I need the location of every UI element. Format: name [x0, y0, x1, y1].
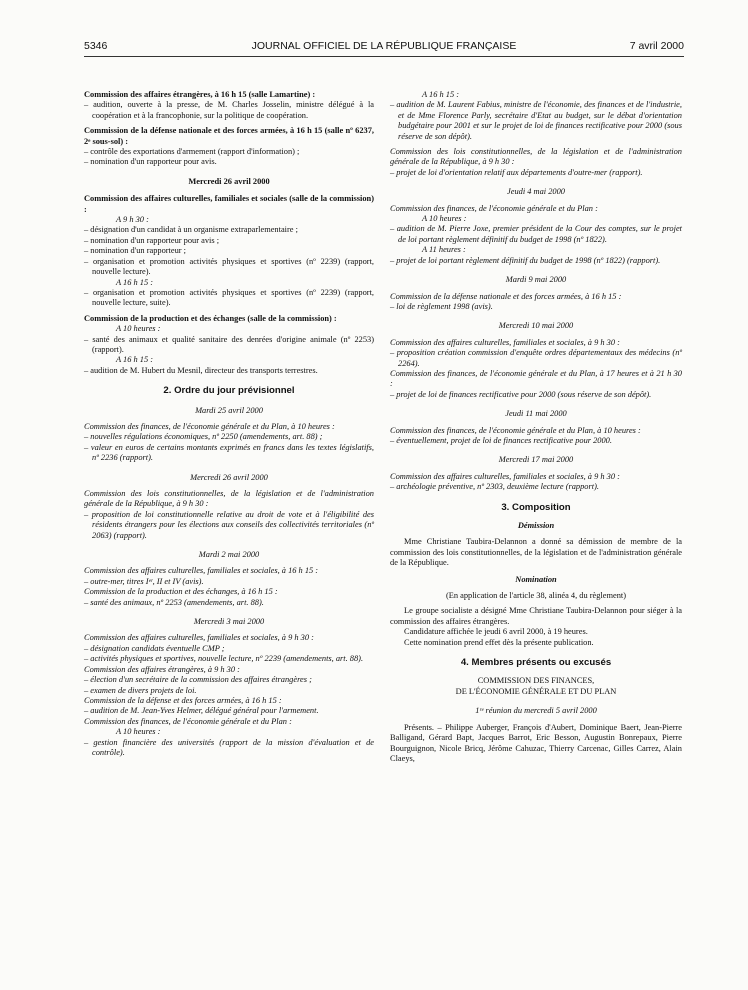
commission-title: Commission des affaires culturelles, familiales et sociales (salle de la commission) :	[84, 194, 374, 214]
agenda-item: – éventuellement, projet de loi de finances rectificative pour 2000.	[390, 435, 612, 445]
commission-title: Commission des finances, de l'économie générale et du Plan :	[390, 203, 598, 213]
page-header	[84, 40, 684, 54]
journal-title: JOURNAL OFFICIEL DE LA RÉPUBLIQUE FRANÇAISE	[251, 40, 517, 52]
commission-title: Commission des lois constitutionnelles, de la législation et de l'administration générale de la République, à 9 h 30 :	[84, 489, 374, 509]
agenda-item: – valeur en euros de certains montants exprimés en francs dans les textes législatifs, nº 2236 (rapport).	[84, 442, 374, 463]
date-heading: Mercredi 26 avril 2000	[188, 176, 270, 186]
agenda-item: – désignation candidats éventuelle CMP ;	[84, 643, 225, 653]
date-heading: Mercredi 10 mai 2000	[498, 321, 574, 331]
agenda-block	[84, 422, 374, 464]
agenda-block	[390, 338, 682, 400]
agenda-item: – nouvelles régulations économiques, nº 2250 (amendements, art. 88) ;	[84, 432, 323, 442]
agenda-item: – loi de règlement 1998 (avis).	[390, 301, 493, 311]
agenda-block	[84, 194, 374, 308]
date-heading: Mercredi 3 mai 2000	[193, 617, 265, 627]
header-rule	[84, 56, 684, 57]
agenda-block	[390, 426, 682, 447]
agenda-item: – archéologie préventive, nº 2303, deuxième lecture (rapport).	[390, 482, 599, 492]
commission-title: Commission de la défense et des forces armées, à 16 h 15 :	[84, 695, 282, 705]
date-heading: Mercredi 17 mai 2000	[498, 455, 574, 465]
commission-title: Commission des affaires étrangères, à 9 h 30 :	[84, 664, 240, 674]
agenda-block	[390, 204, 682, 266]
commission-title: Commission des finances, de l'économie générale et du Plan, à 10 heures :	[390, 425, 641, 435]
agenda-item: – audition de M. Pierre Joxe, premier président de la Cour des comptes, sur le projet de loi portant règlement définitif du budget de 1998 (nº 1822).	[390, 224, 682, 244]
meeting-heading: 1ʳᵉ réunion du mercredi 5 avril 2000	[475, 706, 597, 716]
agenda-item: – santé des animaux, nº 2253 (amendements, art. 88).	[84, 597, 264, 607]
agenda-block	[390, 292, 682, 313]
section-heading: 4. Membres présents ou excusés	[460, 657, 612, 669]
agenda-item: – activités physiques et sportives, nouvelle lecture, nº 2239 (amendements, art. 88).	[84, 654, 364, 664]
commission-title: Commission de la défense nationale et des forces armées, à 16 h 15 (salle nº 6237, 2ᵉ sous-sol) :	[84, 126, 374, 146]
commission-title: Commission des affaires étrangères, à 16 h 15 (salle Lamartine) :	[84, 90, 316, 99]
agenda-item: – nomination d'un rapporteur pour avis.	[84, 157, 217, 167]
issue-date: 7 avril 2000	[629, 40, 684, 52]
commission-title: Commission des affaires culturelles, familiales et sociales, à 9 h 30 :	[390, 337, 620, 347]
date-heading: Mardi 2 mai 2000	[198, 550, 260, 560]
agenda-item: – nomination d'un rapporteur ;	[84, 246, 186, 256]
agenda-item: – contrôle des exportations d'armement (rapport d'information) ;	[84, 147, 300, 157]
time-label: A 16 h 15 :	[116, 355, 154, 365]
subsection-heading: Démission	[517, 521, 555, 530]
agenda-item: – audition de M. Jean-Yves Helmer, délégué général pour l'armement.	[84, 706, 319, 716]
time-label: A 16 h 15 :	[116, 277, 154, 287]
section-heading: 3. Composition	[501, 501, 571, 513]
agenda-block	[84, 566, 374, 608]
commission-title: Commission des affaires culturelles, familiales et sociales, à 9 h 30 :	[84, 633, 314, 643]
agenda-item: – projet de loi de finances rectificative pour 2000 (sous réserve de son dépôt).	[390, 389, 652, 399]
resignation-text: Mme Christiane Taubira-Delannon a donné sa démission de membre de la commission des lois constitutionnelles, de la législation et de l'administration générale de la République.	[390, 537, 682, 568]
commission-name: COMMISSION DES FINANCES,	[477, 676, 595, 686]
right-column	[390, 90, 682, 764]
agenda-item: – gestion financière des universités (rapport de la mission d'évaluation et de contrôle).	[84, 737, 374, 757]
agenda-item: – élection d'un secrétaire de la commission des affaires étrangères ;	[84, 675, 312, 685]
commission-title: Commission de la production et des échanges, à 16 h 15 :	[84, 587, 278, 597]
attendance-list: Présents. – Philippe Auberger, François d'Aubert, Dominique Baert, Jean-Pierre Balligand, Gérard Bapt, Jacques Barrot, Eric Besson, Augustin Bonrepaux, Pierre Bourguignon, Nicole Bricq, Jérôme Cahuzac, Thierry Carcenac, Gilles Carrez, Alain Claeys,	[390, 722, 682, 763]
agenda-block	[84, 126, 374, 168]
time-label: A 16 h 15 :	[422, 90, 460, 99]
date-heading: Jeudi 11 mai 2000	[505, 409, 567, 419]
agenda-item: – organisation et promotion activités physiques et sportives (nº 2239) (rapport, nouvelle lecture, suite).	[84, 287, 374, 308]
agenda-block	[84, 633, 374, 758]
regulation-reference: (En application de l'article 38, alinéa 4, du règlement)	[445, 591, 627, 601]
nomination-text: Le groupe socialiste a désigné Mme Christiane Taubira-Delannon pour siéger à la commission des affaires étrangères.	[390, 606, 682, 626]
agenda-item: – audition de M. Laurent Fabius, ministre de l'économie, des finances et de l'industrie, et de Mme Florence Parly, secrétaire d'Etat au budget, sur le débat d'orientation budgétaire pour 2001 et sur le projet de loi de finances rectificative pour 2000 (sous réserve de son dépôt).	[390, 100, 682, 141]
agenda-item: – organisation et promotion activités physiques et sportives (nº 2239) (rapport, nouvelle lecture).	[84, 256, 374, 277]
date-heading: Jeudi 4 mai 2000	[507, 187, 565, 197]
agenda-item: – audition de M. Hubert du Mesnil, directeur des transports terrestres.	[84, 365, 318, 375]
commission-title: Commission des affaires culturelles, familiales et sociales, à 9 h 30 :	[390, 471, 620, 481]
agenda-item: – examen de divers projets de loi.	[84, 685, 197, 695]
commission-title: Commission de la défense nationale et des forces armées, à 16 h 15 :	[390, 291, 622, 301]
section-heading: 2. Ordre du jour prévisionnel	[163, 385, 295, 397]
agenda-block	[84, 90, 374, 121]
agenda-item: – outre-mer, titres Iᵉʳ, II et IV (avis).	[84, 576, 204, 586]
agenda-item: – proposition de loi constitutionnelle relative au droit de vote et à l'éligibilité des résidents étrangers pour les élections aux conseils des collectivités territoriales (nº 2063) (rapport).	[84, 509, 374, 540]
agenda-item: – projet de loi d'orientation relatif aux départements d'outre-mer (rapport).	[390, 167, 643, 177]
date-heading: Mardi 25 avril 2000	[195, 405, 263, 415]
time-label: A 11 heures :	[422, 245, 466, 255]
left-column	[84, 90, 374, 763]
time-label: A 10 heures :	[116, 727, 161, 737]
agenda-item: – audition, ouverte à la presse, de M. Charles Josselin, ministre délégué à la coopération et à la francophonie, sur la politique de coopération.	[84, 100, 374, 120]
nomination-text: Cette nomination prend effet dès la présente publication.	[404, 637, 594, 647]
agenda-item: – projet de loi portant règlement définitif du budget de 1998 (nº 1822) (rapport).	[390, 255, 661, 265]
agenda-block	[84, 314, 374, 376]
subsection-heading: Nomination	[515, 574, 557, 584]
agenda-item: – nomination d'un rapporteur pour avis ;	[84, 235, 220, 245]
date-heading: Mercredi 26 avril 2000	[190, 472, 268, 482]
agenda-block	[84, 489, 374, 541]
commission-name: DE L'ÉCONOMIE GÉNÉRALE ET DU PLAN	[455, 686, 617, 696]
time-label: A 10 heures :	[116, 324, 161, 334]
time-label: A 9 h 30 :	[116, 215, 149, 225]
commission-title: Commission des finances, de l'économie générale et du Plan, à 10 heures :	[84, 421, 335, 431]
time-label: A 10 heures :	[422, 214, 467, 224]
nomination-text: Candidature affichée le jeudi 6 avril 2000, à 19 heures.	[404, 627, 588, 637]
commission-title: Commission des finances, de l'économie générale et du Plan, à 17 heures et à 21 h 30 :	[390, 368, 682, 389]
commission-title: Commission des lois constitutionnelles, de la législation et de l'administration générale de la République, à 9 h 30 :	[390, 147, 682, 167]
agenda-item: – désignation d'un candidat à un organisme extraparlementaire ;	[84, 225, 298, 235]
agenda-block	[390, 472, 682, 493]
date-heading: Mardi 9 mai 2000	[505, 275, 567, 285]
commission-title: Commission des finances, de l'économie générale et du Plan :	[84, 716, 292, 726]
agenda-block	[390, 90, 682, 142]
agenda-item: – santé des animaux et qualité sanitaire des denrées d'origine animale (nº 2253) (rapport).	[84, 334, 374, 354]
page-number: 5346	[84, 40, 108, 52]
commission-title: Commission des affaires culturelles, familiales et sociales, à 16 h 15 :	[84, 566, 319, 576]
commission-title: Commission de la production et des échanges (salle de la commission) :	[84, 313, 337, 323]
agenda-item: – proposition création commission d'enquête ordres départementaux des médecins (nº 2264).	[390, 348, 682, 368]
agenda-block	[390, 147, 682, 178]
